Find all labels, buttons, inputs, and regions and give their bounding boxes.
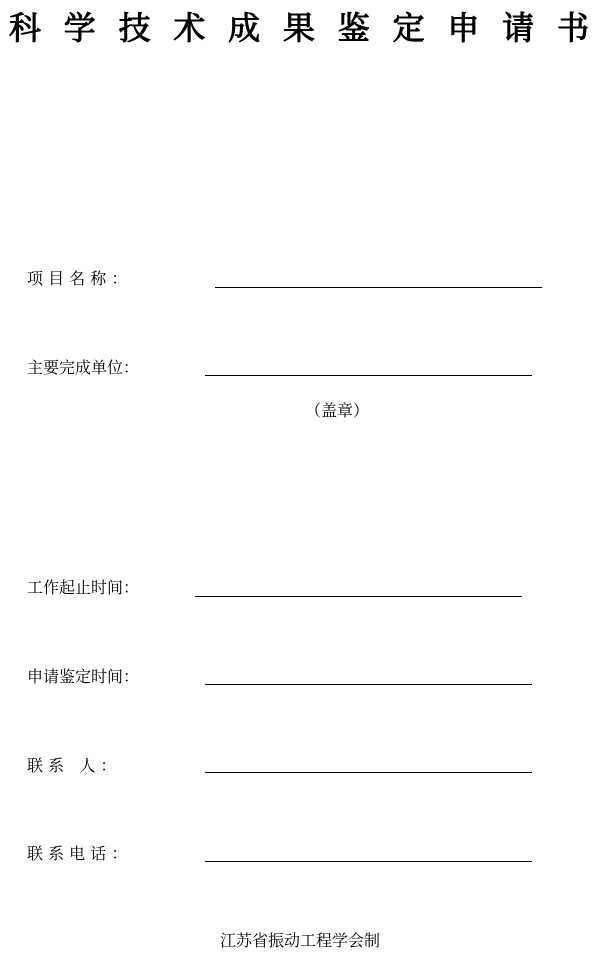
title-char: 申 xyxy=(447,9,480,47)
application-date-field[interactable] xyxy=(205,684,532,685)
seal-note: （盖章） xyxy=(305,401,370,420)
application-date-label: 申请鉴定时间： xyxy=(27,667,140,686)
title-char: 请 xyxy=(502,9,535,47)
title-char: 术 xyxy=(173,9,206,47)
completing-unit-field[interactable] xyxy=(205,375,532,376)
contact-phone-label: 联 系 电 话 ： xyxy=(27,844,128,863)
contact-phone-field[interactable] xyxy=(205,861,532,862)
title-char: 学 xyxy=(63,9,96,47)
issuer-footer xyxy=(0,930,600,952)
project-name-field[interactable] xyxy=(215,287,542,288)
contact-person-label: 联 系 人 ： xyxy=(27,756,117,775)
title-char: 科 xyxy=(8,9,41,47)
title-char: 鉴 xyxy=(337,9,370,47)
issuer-text: 江苏省振动工程学会制 xyxy=(219,931,380,950)
work-period-label: 工作起止时间： xyxy=(27,578,140,597)
title-char: 果 xyxy=(282,9,315,47)
contact-person-field[interactable] xyxy=(205,772,532,773)
project-name-label: 项 目 名 称 ： xyxy=(27,269,128,288)
work-period-field[interactable] xyxy=(195,596,522,597)
completing-unit-label: 主要完成单位： xyxy=(27,358,140,377)
title-char: 书 xyxy=(556,9,589,47)
title-char: 技 xyxy=(118,9,151,47)
title-char: 定 xyxy=(392,9,425,47)
document-title xyxy=(0,6,600,50)
title-char: 成 xyxy=(228,9,261,47)
